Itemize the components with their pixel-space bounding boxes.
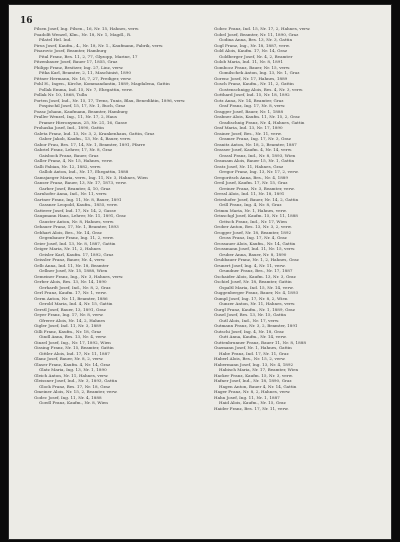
directory-entry: Gusel Josef, Bes. 13, Nr. 15, Gattin: [214, 312, 287, 317]
directory-entry: Gerhardt Josef, Ind., Nr. 8, 2, Graz: [39, 284, 111, 290]
directory-entry: Porten Josef, Ind., Nr. 15, 17, Trens, Tunis, Blau, Benediktin, 1896, verw.: [34, 97, 186, 103]
directory-entry: Pramer Hieronymus, 25, Nr. 21, 16, Gasse: [39, 119, 128, 125]
directory-entry: Pilatel Hel. Ind.: [39, 37, 72, 42]
directory-entry: Gutl Alois, Ind., Nr. 17, verw.: [219, 317, 280, 323]
directory-entry: Gfrerer Alois, Nr. 14, 2, Hahnes: [39, 317, 106, 323]
directory-entry: Grieshofer Josef, Bauer, Nr. 14, 2, Gattin: [214, 196, 299, 202]
directory-entry: Pittner Hermann, Nr. 16, 7, 27, Prediger, verw.: [34, 75, 132, 81]
directory-entry: Gschaider Alois, Kaufm. 13, Nr. 3, Graz: [214, 273, 296, 279]
directory-entry: Gauster Anton, Nr. 8, Hahnes, verw.: [39, 218, 115, 224]
directory-entry: Germ Anton, Nr. 11, Beamter, 1886: [34, 295, 108, 301]
directory-entry: Gabor Frau, Bes. 17, 14, Nr. 1, Beamter, 1891, Pfarre: [34, 141, 146, 147]
directory-entry: Geyer Franz, Ing. 17, Nr. 8, verw.: [34, 312, 104, 317]
directory-entry: Grimm Maria, Nr. 1, Hahnes, verw.: [214, 207, 287, 213]
directory-entry: Grasser Josef, Kaufm. 4, Nr. 14, verw.: [214, 147, 293, 152]
directory-entry: Grober Anton, Bes. 13, Nr. 3, 2, verw.: [214, 224, 292, 229]
directory-entry: Grainer Josef, Bes., Nr. 11, verw.: [214, 130, 282, 136]
directory-entry: Gunzer Anton, Nr. 11, Hahnes, verw.: [219, 301, 296, 306]
directory-entry: Gritsch Franz, Ind., Nr. 17, Wien: [219, 218, 287, 224]
directory-entry: Godec Josef, Ing. 11, Nr. 4, 1888: [34, 394, 102, 400]
directory-entry: Gerold Maria, Ind. 4, Nr. 15, Gattin: [39, 301, 113, 306]
directory-entry: Gerstl Josef, Bauer, 13, 1891, Graz: [34, 306, 106, 312]
directory-entry: Pitka Karl, Beamter, 2, 11, Maschinist, 1890: [39, 70, 131, 75]
directory-entry: Gregoritsch Anna, Bes., Nr. 4, 1889: [214, 174, 289, 180]
directory-entry: Greiner Franz, Nr. 3, Beamter, verw.: [219, 185, 295, 191]
directory-entry: Glanz Josef, Bauer, Nr. 8, 2, verw.: [34, 356, 104, 361]
directory-entry: Pozaz Johann, Kaufmann, Beamter, Hamburg: [34, 108, 128, 114]
directory-entry: Gittler Alois, Ind. 17, Nr. 11, 1887: [39, 350, 110, 356]
directory-entry: Geier Josef, Ind. 13, Nr. 8, 1887, Gattin: [34, 240, 116, 246]
directory-entry: Ganser Franz, Bauer, 13, Nr. 17, 1873, verw.: [34, 180, 127, 185]
directory-entry: Gilli Franz, Kaufm., Nr. 18, Graz: [34, 328, 102, 334]
directory-entry: Gspaltl Maria, Ind. 15, Nr. 14, verw.: [219, 284, 294, 290]
directory-entry: Haberl Alois, Bes., Nr. 15, 2, verw.: [214, 356, 286, 361]
directory-entry: Gutmann Franz, Nr. 3, 2, Beamter, 1891: [214, 323, 298, 328]
directory-entry: Grinschgl Josef, Kaufm. 15, Nr. 11, 1888: [214, 213, 298, 218]
directory-entry: Gragger Josef, Bauer, Nr. 1, 1888: [214, 108, 284, 114]
directory-entry: Hacker Franz, Kaufm. 15, Nr. 3, verw.: [214, 372, 293, 378]
directory-entry: Glatz Maria, Ing. 13, Nr. 1, 1890: [39, 367, 107, 372]
directory-entry: Gomilschek Anton, Ing. 13, Nr. 1, Graz: [219, 70, 300, 75]
directory-entry: Ginzel Josef, Ing., Nr. 17, 1892, Wien: [34, 339, 111, 345]
directory-entry: Hager Franz, Nr. 8, 2, Hahnes, verw.: [214, 389, 291, 394]
directory-entry: Grunert Josef, Ing. 4, Nr. 11, verw.: [214, 262, 286, 268]
directory-entry: Gressl Alois, Ind. 11, Nr. 18, 1891: [214, 191, 285, 196]
directory-entry: Haid Alois, Kaufm., Nr. 15, Graz: [219, 400, 286, 405]
directory-entry: Gegenbauer Franz, Ing. 11, 2, verw.: [39, 235, 114, 240]
directory-entry: Gleich Anton, Nr. 11, Hahnes, verw.: [34, 372, 109, 378]
directory-entry: Gutt Anna, Kaufm., Nr. 14, verw.: [219, 334, 287, 339]
directory-entry: Pitzenbauer Josef, Bauer 17, 1855, Graz: [34, 59, 118, 64]
directory-entry: Gratz Josef, Nr. 11, Hahnes, Graz: [214, 163, 284, 169]
directory-entry: Guttenbrunner Franz, Bauer 11, Nr. 8, 1888: [214, 339, 306, 345]
directory-entry: Gallob Anton, Ind., Nr. 17, Ehegattin, 1888: [39, 169, 129, 174]
directory-entry: Gemeiner Franz, Ing., Nr. 3, Hahnes, verw.: [34, 273, 124, 279]
directory-entry: Gosch Franz, Kaufm., Nr. 11, 2, Gattin: [214, 81, 294, 86]
directory-entry: Gamsjaeger Maria, verw., Ing. 11, Nr. 3, Hahnes, Wien: [34, 174, 148, 180]
page-number: 16: [20, 16, 33, 26]
directory-entry: Goldberger Josef, Nr. 4, 2, Beamter: [219, 53, 293, 59]
directory-entry: Pital Franz, Bes. 11, 2, 77, Glyzopp, Marine, 17: [39, 53, 138, 59]
directory-entry: Guggenberger Franz, Bauer, Nr. 4, 1893: [214, 290, 299, 295]
directory-entry: Grabner Alois, Kaufm. 11, Nr. 15, 2, Graz: [214, 114, 300, 119]
directory-entry: Gostenschnigg Alois, Bes. 4, Nr. 3, verw.: [219, 86, 304, 92]
directory-entry: Pohl H., Ingen., Kirche, Kommandantin, 1889, Magdalena, Gattin: [34, 81, 170, 86]
directory-entry: Praller Wenzel, Ing., 11, Nr. 17, 2, Haus: [34, 114, 117, 119]
directory-entry: Gmeiner Alois, Nr. 15, 2, Beamter, verw.: [34, 389, 118, 394]
directory-entry: Gartner Franz, Ing. 11, Nr. 8, Bauer, 1891: [34, 196, 122, 202]
directory-entry: Gatterer Josef, Ind. 17, Nr. 14, 2, Gasse: [34, 207, 116, 213]
directory-entry: Hagen Anton, Bauer 4, Nr. 14, Gattin: [219, 383, 297, 389]
directory-entry: Gebhart Alois, Bes., Nr. 14, Graz: [34, 229, 102, 235]
directory-entry: Glaser Franz, Kaufm. 4, Nr. 14, Graz: [34, 361, 111, 367]
left-column: [34, 26, 202, 406]
directory-entry: Pilsen Josef, Ing. Pilsen., 16, Nr. 15, Hahnes, verw.: [34, 26, 140, 31]
directory-entry: Granitz Anton, Nr. 18, 2, Beamter, 1887: [214, 141, 297, 147]
directory-entry: Pollak Emma, Ind. 15, Nr. 7, Ehegattin, verw.: [39, 86, 133, 92]
directory-entry: Gradischnig Franz, Nr. 4, Hahnes, Gattin: [219, 119, 305, 125]
directory-entry: Grogger Josef, Nr. 18, Beamter, 1892: [214, 229, 292, 235]
directory-entry: Gorenc Josef, Nr. 17, Hahnes, 1889: [214, 75, 288, 81]
directory-entry: Graf Franz, Ing. 17, Nr. 8, verw.: [219, 103, 286, 108]
directory-entry: Gerber Alois, Bes. 13, Nr. 14, 1890: [34, 279, 107, 284]
directory-entry: Grossmann Josef, Ind. 11, Nr. 15, verw.: [214, 246, 296, 251]
directory-entry: Golob Maria, Ind. 11, Nr. 8, 1891: [214, 59, 283, 64]
directory-entry: Geisler Karl, Kaufm. 17, 1892, Graz: [39, 251, 114, 257]
directory-entry: Gschiel Josef, Nr. 18, Beamter, Gattin: [214, 279, 292, 284]
directory-entry: Guzmann Josef, Nr. 1, Hahnes, Gattin: [214, 345, 292, 350]
directory-entry: Geiger Maria, Nr. 11, 2, Hahnes: [34, 246, 101, 251]
directory-entry: Gelb Anna, Ind. 11, Nr. 18, Beamter: [34, 262, 109, 268]
directory-entry: Grubbauer Franz, Nr. 1, 2, Hahnes, Graz: [214, 257, 299, 262]
directory-entry: Gramer Franz, Ing. 17, Nr. 3, Graz: [219, 136, 291, 141]
directory-entry: Hafner Josef, Ind., Nr. 18, 1890, Graz: [214, 378, 292, 383]
directory-entry: Godina Anna, Bes. 13, Nr. 3, Gattin: [219, 37, 293, 42]
directory-entry: Greil Josef, Kaufm. 17, Nr. 15, Graz: [214, 180, 288, 185]
directory-entry: Geissler Franz, Bauer, Nr. 4, verw.: [34, 257, 106, 262]
directory-entry: Gold Alois, Kaufm. 17, Nr. 14, Graz: [214, 48, 287, 53]
directory-entry: Gutschi Josef, Ing. 4, Nr. 18, Graz: [214, 328, 284, 334]
directory-entry: Hahn Josef, Ing. 11, Nr. 1, 1887: [214, 394, 280, 400]
directory-entry: Garber Josef, Beamter, 4, 10, Graz: [39, 185, 111, 191]
directory-entry: Gogl Franz, Ing., Nr. 18, 1887, verw.: [214, 42, 290, 48]
directory-entry: Gobec Franz, Ind. 15, Nr. 17, 2, Hahnes, verw.: [214, 26, 311, 31]
directory-entry: Pisarovic Josef, Beamter, Hamburg: [34, 48, 107, 53]
directory-entry: Gaisbock Franz, Bauer, Graz: [39, 152, 99, 158]
directory-entry: Gotthard Josef, Ind. 15, Nr. 18, 1892: [214, 92, 290, 97]
directory-entry: Grossauer Alois, Kaufm., Nr. 14, Gattin: [214, 240, 296, 246]
right-column: [214, 26, 382, 411]
directory-entry: Pospischil Josef, 15, 17, Nr. 1, Buch, Graz: [39, 103, 126, 108]
directory-entry: Garnhofer Anna, Ind., Nr. 11, verw.: [34, 191, 108, 196]
directory-entry: Gerl Franz, Kaufm. 17, Nr. 1, verw.: [34, 290, 107, 295]
directory-entry: Graf Maria, Ind. 13, Nr. 17, 1890: [214, 125, 283, 130]
directory-entry: Gross Franz, Ing. 17, Nr. 4, Graz: [219, 235, 287, 240]
directory-entry: Haider Franz, Bes. 17, Nr. 11, verw.: [214, 405, 289, 411]
directory-entry: Grassl Franz, Ind., Nr. 8, 1893, Wien: [219, 152, 296, 158]
directory-entry: Habe Franz, Ind. 17, Nr. 11, Graz: [219, 350, 289, 356]
directory-entry: Gassner Leopold, Kaufm., 1855, verw.: [39, 202, 118, 207]
directory-entry: Grill Franz, Ing. 4, Nr. 8, Graz: [219, 202, 282, 207]
directory-entry: Gebauer Franz, 17, Nr. 1, Beamter, 1893: [34, 224, 119, 229]
directory-entry: Pirus Josef, Kaufm., 4., Nr. 18, Nr. 1., Kaufmann, Fabrik, verw.: [34, 42, 164, 48]
directory-entry: Habermann Josef, Ing. 13, Nr. 4, 1892: [214, 361, 294, 367]
directory-entry: Gobel Josef, Beamter, Nr. 11, 1890, Graz: [214, 31, 299, 37]
directory-entry: Glock Franz, Bes. 17, Nr. 18, Graz: [39, 383, 111, 389]
directory-entry: Gellner Josef, Nr. 15, 1888, Wien: [39, 268, 108, 273]
directory-entry: Gaupmann Hans, Lehrer, Nr. 11, 1891, Graz: [34, 213, 126, 218]
directory-entry: Pollak Nr. 10, 1868, Tulln: [34, 92, 88, 97]
directory-entry: Grundner Franz, Bes., Nr. 17, 1887: [219, 268, 293, 273]
scanned-page: [8, 4, 392, 540]
directory-entry: Gissing Franz, Nr. 15, Beamter, Gattin: [34, 345, 114, 350]
directory-entry: Galeta Franz, Ind. 13, Nr. 3, 2, Krankenhaus, Gattin, Graz: [34, 130, 155, 136]
directory-entry: Galler Franz, 4, Nr. 15, Hahnes, verw.: [34, 158, 113, 163]
directory-entry: Gurgl Franz, Kaufm., Nr. 1, 1889, Graz: [214, 306, 295, 312]
directory-entry: Gregor Franz, Ing. 13, Nr. 17, 2, verw.: [219, 169, 299, 174]
directory-entry: Habisch Maria, Nr. 17, Beamter, Wien: [219, 367, 299, 372]
directory-entry: Gotz Anna, Nr. 14, Beamter, Graz: [214, 97, 284, 103]
directory-entry: Gaber Jakob, Kaufm., 13, Nr. 4, Bauer, verw.: [39, 136, 132, 141]
directory-entry: Gumpl Josef, Ing. 17, Nr. 8, 2, Wien: [214, 295, 288, 301]
directory-entry: Prohaska Josef, Ind., 1890, Gattin: [34, 125, 104, 130]
directory-entry: Grausam Alois, Bauer 15, Nr. 1, Gattin: [214, 158, 295, 163]
directory-entry: Goedl Franz, Kaufm., Nr. 8, Wien: [39, 400, 108, 405]
directory-entry: Philipp Franz, Besitzer, Ing. 27, Linz, verw.: [34, 64, 124, 70]
directory-entry: Gabriel Franz, Lehrer, 17, Nr. 8, Graz: [34, 147, 113, 152]
directory-entry: Gigler Josef, Ind. 11, Nr. 3, 1889: [34, 323, 102, 328]
directory-entry: Gindl Anna, Bes. 13, Nr. 4, verw.: [39, 334, 107, 339]
directory-entry: Galli Fabian, Nr. 12, 1882, verw.: [34, 163, 102, 169]
directory-entry: Gruber Anna, Bauer, Nr. 8, 1890: [219, 251, 287, 257]
directory-entry: Poadolfi Wenzel, Klm., Nr. 18, Nr. 1, Magdl., R.: [34, 31, 132, 37]
directory-entry: Gombocz Franz, Bauer, Nr. 15, verw.: [214, 64, 291, 70]
directory-entry: Gleissner Josef, Ind., Nr. 3, 1893, Gattin: [34, 378, 118, 383]
